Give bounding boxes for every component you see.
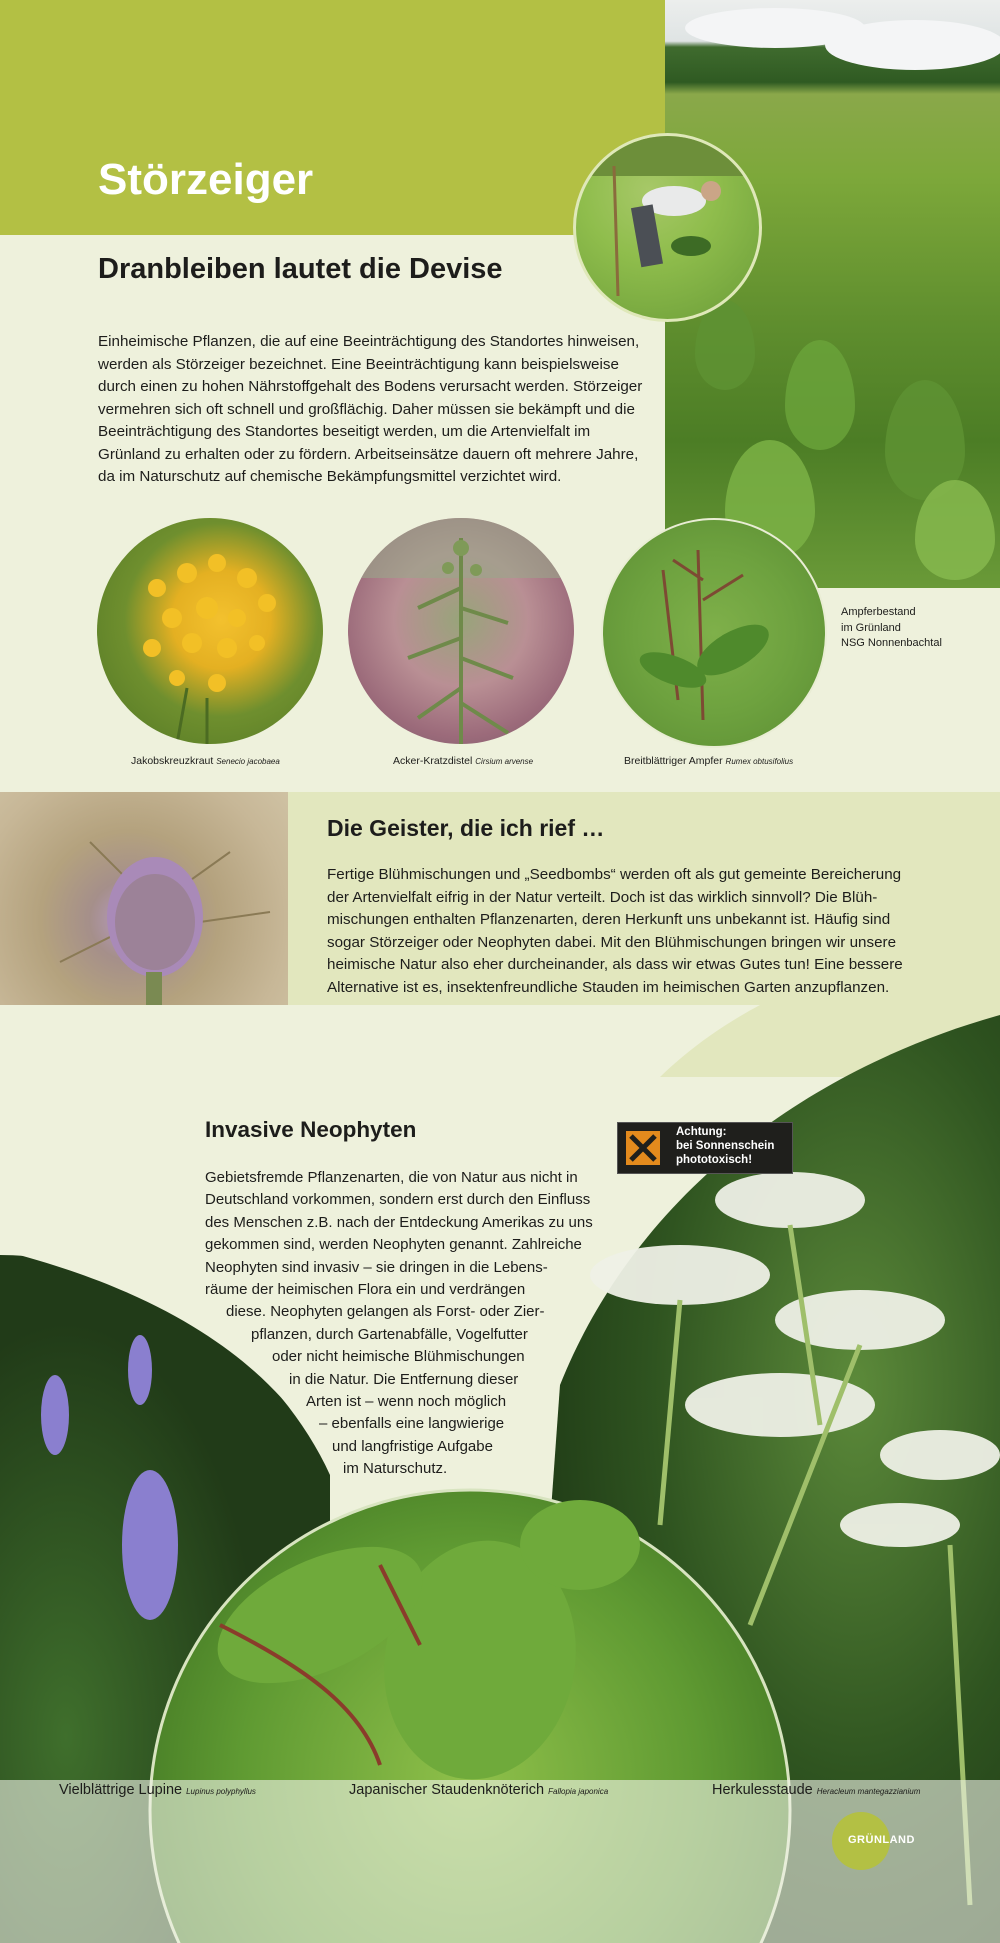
text-line: und langfristige Aufgabe xyxy=(332,1437,493,1455)
text-line: Alternative ist es, insektenfreundliche Stauden im heimischen Garten anzupflanzen. xyxy=(327,978,890,996)
text-line: in die Natur. Die Entfernung dieser xyxy=(289,1370,519,1388)
text-line: Deutschland vorkommen, sondern erst durch den Einfluss xyxy=(205,1191,591,1209)
section-title-geister: Die Geister, die ich rief … xyxy=(327,815,605,841)
caption-thistle xyxy=(393,755,533,767)
ampfer-photo-note xyxy=(841,605,942,652)
text-line: der Artenvielfalt eifrig in der Natur verteilt. Doch ist das wirklich sinnvoll? Die Blüh- xyxy=(327,888,878,906)
text-line: Gebietsfremde Pflanzenarten, die von Natur aus nicht in xyxy=(205,1169,578,1186)
text-line: gekommen sind, werden Neophyten genannt. Zahlreiche xyxy=(205,1236,582,1254)
note-line: Ampferbestand xyxy=(841,606,916,618)
caption-lupine xyxy=(59,1782,256,1798)
plant-latin: Lupinus polyphyllus xyxy=(186,1787,256,1796)
text-line: im Naturschutz. xyxy=(343,1460,448,1478)
hazard-icon xyxy=(626,1131,660,1165)
warning-line: Achtung: xyxy=(676,1126,727,1138)
plant-name: Vielblättrige Lupine xyxy=(59,1782,183,1798)
text-line: heimische Natur also eher durcheinander, als dass wir etwas Gutes tun! Eine bessere xyxy=(327,956,903,974)
caption-hogweed xyxy=(712,1782,920,1798)
section-title-devise: Dranbleiben lautet die Devise xyxy=(98,253,503,285)
plant-latin: Fallopia japonica xyxy=(548,1787,609,1796)
logo-text-b: LAND xyxy=(882,1834,915,1846)
text-line: des Menschen z.B. nach der Entdeckung Amerikas zu uns xyxy=(205,1213,593,1231)
logo-text xyxy=(848,1834,915,1846)
text-line: Fertige Blühmischungen und „Seedbombs“ werden oft als gut gemeinte Bereicherung xyxy=(327,866,902,883)
note-line: im Grünland xyxy=(841,621,901,634)
plant-latin: Cirsium arvense xyxy=(475,757,534,766)
worker-photo xyxy=(573,133,762,322)
text-line: Beeinträchtigung des Standortes beseitigt werden, um die Artenvielfalt im xyxy=(98,423,591,440)
caption-knotweed xyxy=(349,1782,608,1798)
text-line: mischungen enthalten Pflanzenarten, deren Herkunft uns unbekannt ist. Häufig sind xyxy=(327,911,891,929)
plant-name: Acker-Kratzdistel xyxy=(393,755,473,767)
plant-name: Breitblättriger Ampfer xyxy=(624,755,723,767)
dock-photo xyxy=(601,518,827,748)
text-line: pflanzen, durch Gartenabfälle, Vogelfutter xyxy=(251,1325,528,1343)
text-line: Neophyten sind invasiv – sie dringen in die Lebens- xyxy=(205,1258,548,1276)
text-line: diese. Neophyten gelangen als Forst- oder Zier- xyxy=(226,1303,545,1321)
warning-line: phototoxisch! xyxy=(676,1154,753,1166)
neophyten-paragraph xyxy=(205,1167,605,1481)
text-line: Grünland zu erhalten oder zu fördern. Arbeitseinsätze dauern oft mehrere Jahre, xyxy=(98,445,639,463)
warning-text xyxy=(676,1125,774,1167)
plant-latin: Senecio jacobaea xyxy=(216,757,280,766)
phototoxic-warning xyxy=(617,1122,793,1174)
section-title-neophyten: Invasive Neophyten xyxy=(205,1117,417,1142)
text-line: da im Naturschutz auf chemische Bekämpfungsmittel verzichtet wird. xyxy=(98,468,562,485)
text-line: Einheimische Pflanzen, die auf eine Beeinträchtigung des Standortes hinweisen, xyxy=(98,333,640,350)
warning-line: bei Sonnenschein xyxy=(676,1140,775,1152)
text-line: oder nicht heimische Blühmischungen xyxy=(272,1348,525,1366)
ragwort-photo xyxy=(97,518,323,744)
text-line: vermehren sich oft schnell und großflächig. Daher müssen sie bekämpft und die xyxy=(98,400,635,418)
logo-text-a: GRÜN xyxy=(848,1834,883,1846)
page-title: Störzeiger xyxy=(98,155,314,204)
note-line: NSG Nonnenbachtal xyxy=(841,637,942,649)
plant-latin: Rumex obtusifolius xyxy=(725,757,794,766)
thistle-photo xyxy=(348,518,574,744)
worker-figure xyxy=(576,136,759,319)
text-line: durch einen zu hohen Nährstoffgehalt des Bodens verursacht werden. Störzeiger xyxy=(98,378,643,395)
text-line: – ebenfalls eine langwierige xyxy=(319,1415,505,1433)
plant-name: Jakobskreuzkraut xyxy=(131,755,214,767)
plant-name: Japanischer Staudenknöterich xyxy=(349,1782,545,1798)
plant-latin: Heracleum mantegazzianium xyxy=(816,1787,921,1796)
intro-paragraph xyxy=(98,331,646,489)
text-line: sogar Störzeiger oder Neophyten dabei. Mit den Blühmischungen bringen wir unsere xyxy=(327,933,897,951)
caption-ragwort xyxy=(131,755,280,767)
text-line: Arten ist – wenn noch möglich xyxy=(306,1393,507,1411)
text-line: räume der heimischen Flora ein und verdrängen xyxy=(205,1281,526,1299)
caption-dock xyxy=(624,755,793,767)
geister-paragraph xyxy=(327,864,942,1000)
text-line: werden als Störzeiger bezeichnet. Eine Beeinträchtigung kann beispielsweise xyxy=(98,355,619,373)
plant-name: Herkulesstaude xyxy=(712,1782,813,1798)
